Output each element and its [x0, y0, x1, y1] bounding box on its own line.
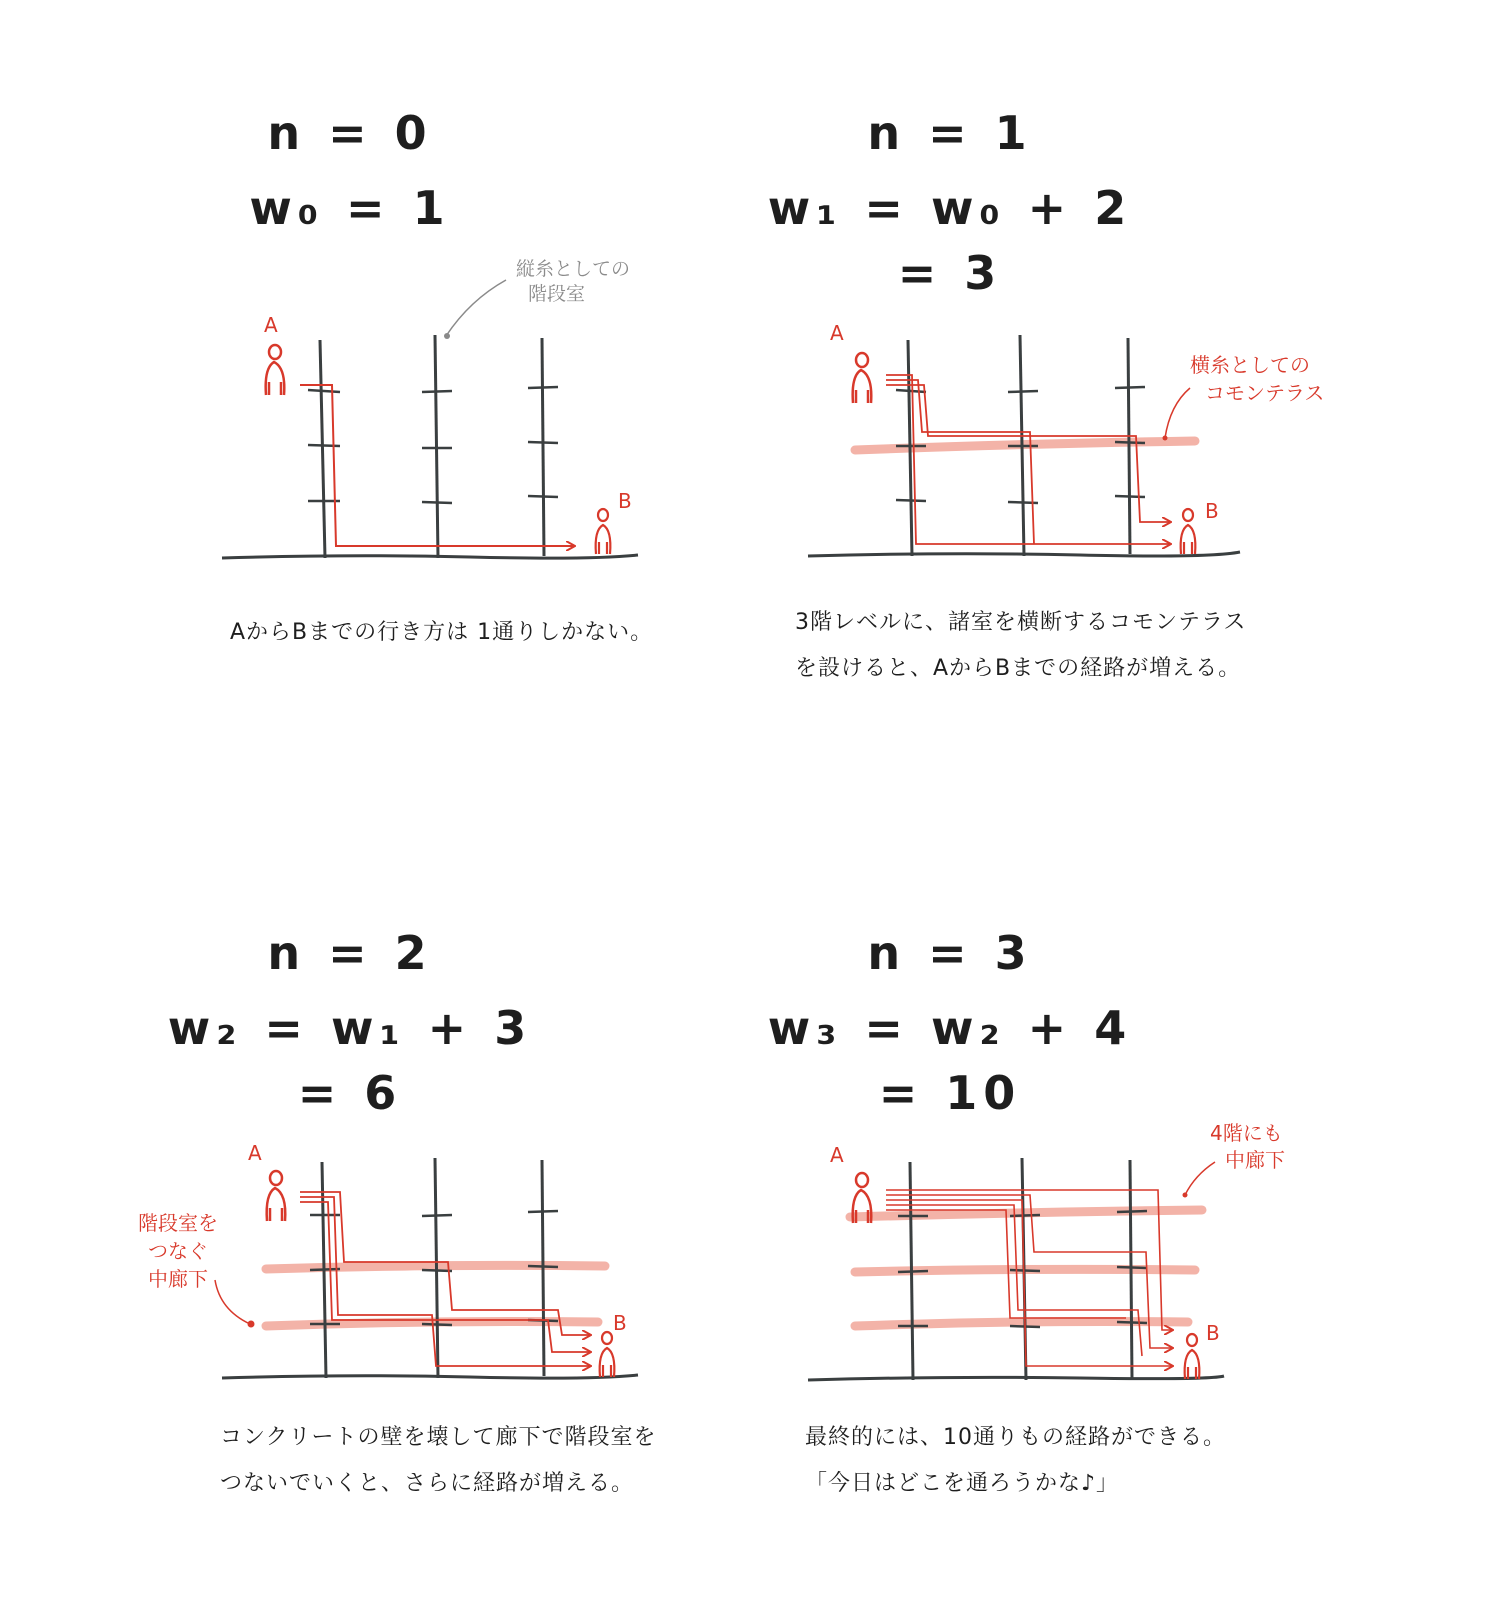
caption-line: 「今日はどこを通ろうかな♪」	[805, 1471, 1120, 1496]
caption	[795, 600, 1355, 692]
equation-n: n = 3	[867, 926, 1033, 980]
panel-n0	[50, 70, 750, 830]
path-diagram-n1	[650, 70, 1350, 690]
leader-line	[446, 280, 506, 336]
equation-w-result: = 10	[878, 1066, 1022, 1120]
caption-line: 3階レベルに、諸室を横断するコモンテラス	[795, 610, 1247, 635]
leader-dot	[248, 1321, 255, 1328]
leader-dot	[1183, 1193, 1188, 1198]
point-a-label: A	[248, 1141, 262, 1165]
corridor-note-line3: 中廊下	[148, 1267, 208, 1291]
point-a-label: A	[264, 313, 278, 337]
route-lines	[300, 1192, 590, 1366]
equation-n: n = 0	[267, 106, 433, 160]
point-a-label: A	[830, 321, 844, 345]
stair-note-line1: 縦糸としての	[516, 258, 631, 280]
panel-n3	[650, 890, 1350, 1600]
ground-line	[222, 1375, 638, 1378]
person-b-icon	[596, 509, 611, 554]
caption-line: を設けると、AからBまでの経路が増える。	[795, 656, 1242, 681]
terrace-note-line2: コモンテラス	[1205, 381, 1325, 405]
stair-note-line2: 階段室	[528, 283, 586, 305]
person-a-icon	[853, 353, 872, 403]
point-b-label: B	[618, 489, 632, 513]
leader-line	[1185, 1162, 1215, 1195]
person-b-icon	[600, 1332, 615, 1377]
leader-line	[215, 1280, 250, 1324]
point-b-label: B	[1206, 1321, 1220, 1345]
panel-n2	[50, 890, 750, 1600]
equation-w-result: = 6	[297, 1066, 403, 1120]
caption	[805, 1415, 1365, 1507]
floor4-note-line2: 中廊下	[1225, 1148, 1285, 1172]
ground-line	[222, 555, 638, 558]
leader-line	[1165, 388, 1190, 438]
panel-n1	[650, 70, 1350, 830]
leader-dot	[444, 333, 450, 339]
equation-w-result: = 3	[897, 246, 1003, 300]
person-b-icon	[1185, 1334, 1200, 1379]
corridor-note-line1: 階段室を	[138, 1211, 218, 1235]
path-diagram-n0	[50, 70, 750, 690]
person-a-icon	[267, 1171, 286, 1221]
leader-dot	[1163, 436, 1168, 441]
equation-w: w₀ = 1	[249, 181, 451, 235]
stair-column	[320, 335, 544, 558]
corridor-note-line2: つなぐ	[148, 1239, 208, 1263]
caption-line: AからBまでの行き方は 1通りしかない。	[230, 620, 654, 645]
point-b-label: B	[1205, 499, 1219, 523]
floor4-note-line1: 4階にも	[1210, 1121, 1283, 1145]
point-b-label: B	[613, 1311, 627, 1335]
ground-line	[808, 1376, 1224, 1380]
equation-w: w₂ = w₁ + 3	[167, 1001, 533, 1055]
caption-line: つないでいくと、さらに経路が増える。	[220, 1471, 635, 1496]
equation-w: w₃ = w₂ + 4	[767, 1001, 1133, 1055]
point-a-label: A	[830, 1143, 844, 1167]
person-b-icon	[1181, 509, 1196, 554]
caption-line: 最終的には、10通りもの経路ができる。	[805, 1425, 1226, 1450]
person-a-icon	[266, 345, 285, 395]
caption-line: コンクリートの壁を壊して廊下で階段室を	[220, 1425, 657, 1450]
equation-n: n = 1	[867, 106, 1033, 160]
terrace-note-line1: 横糸としての	[1190, 353, 1310, 377]
equation-w: w₁ = w₀ + 2	[767, 181, 1133, 235]
equation-n: n = 2	[267, 926, 433, 980]
floor-ticks	[308, 387, 558, 503]
